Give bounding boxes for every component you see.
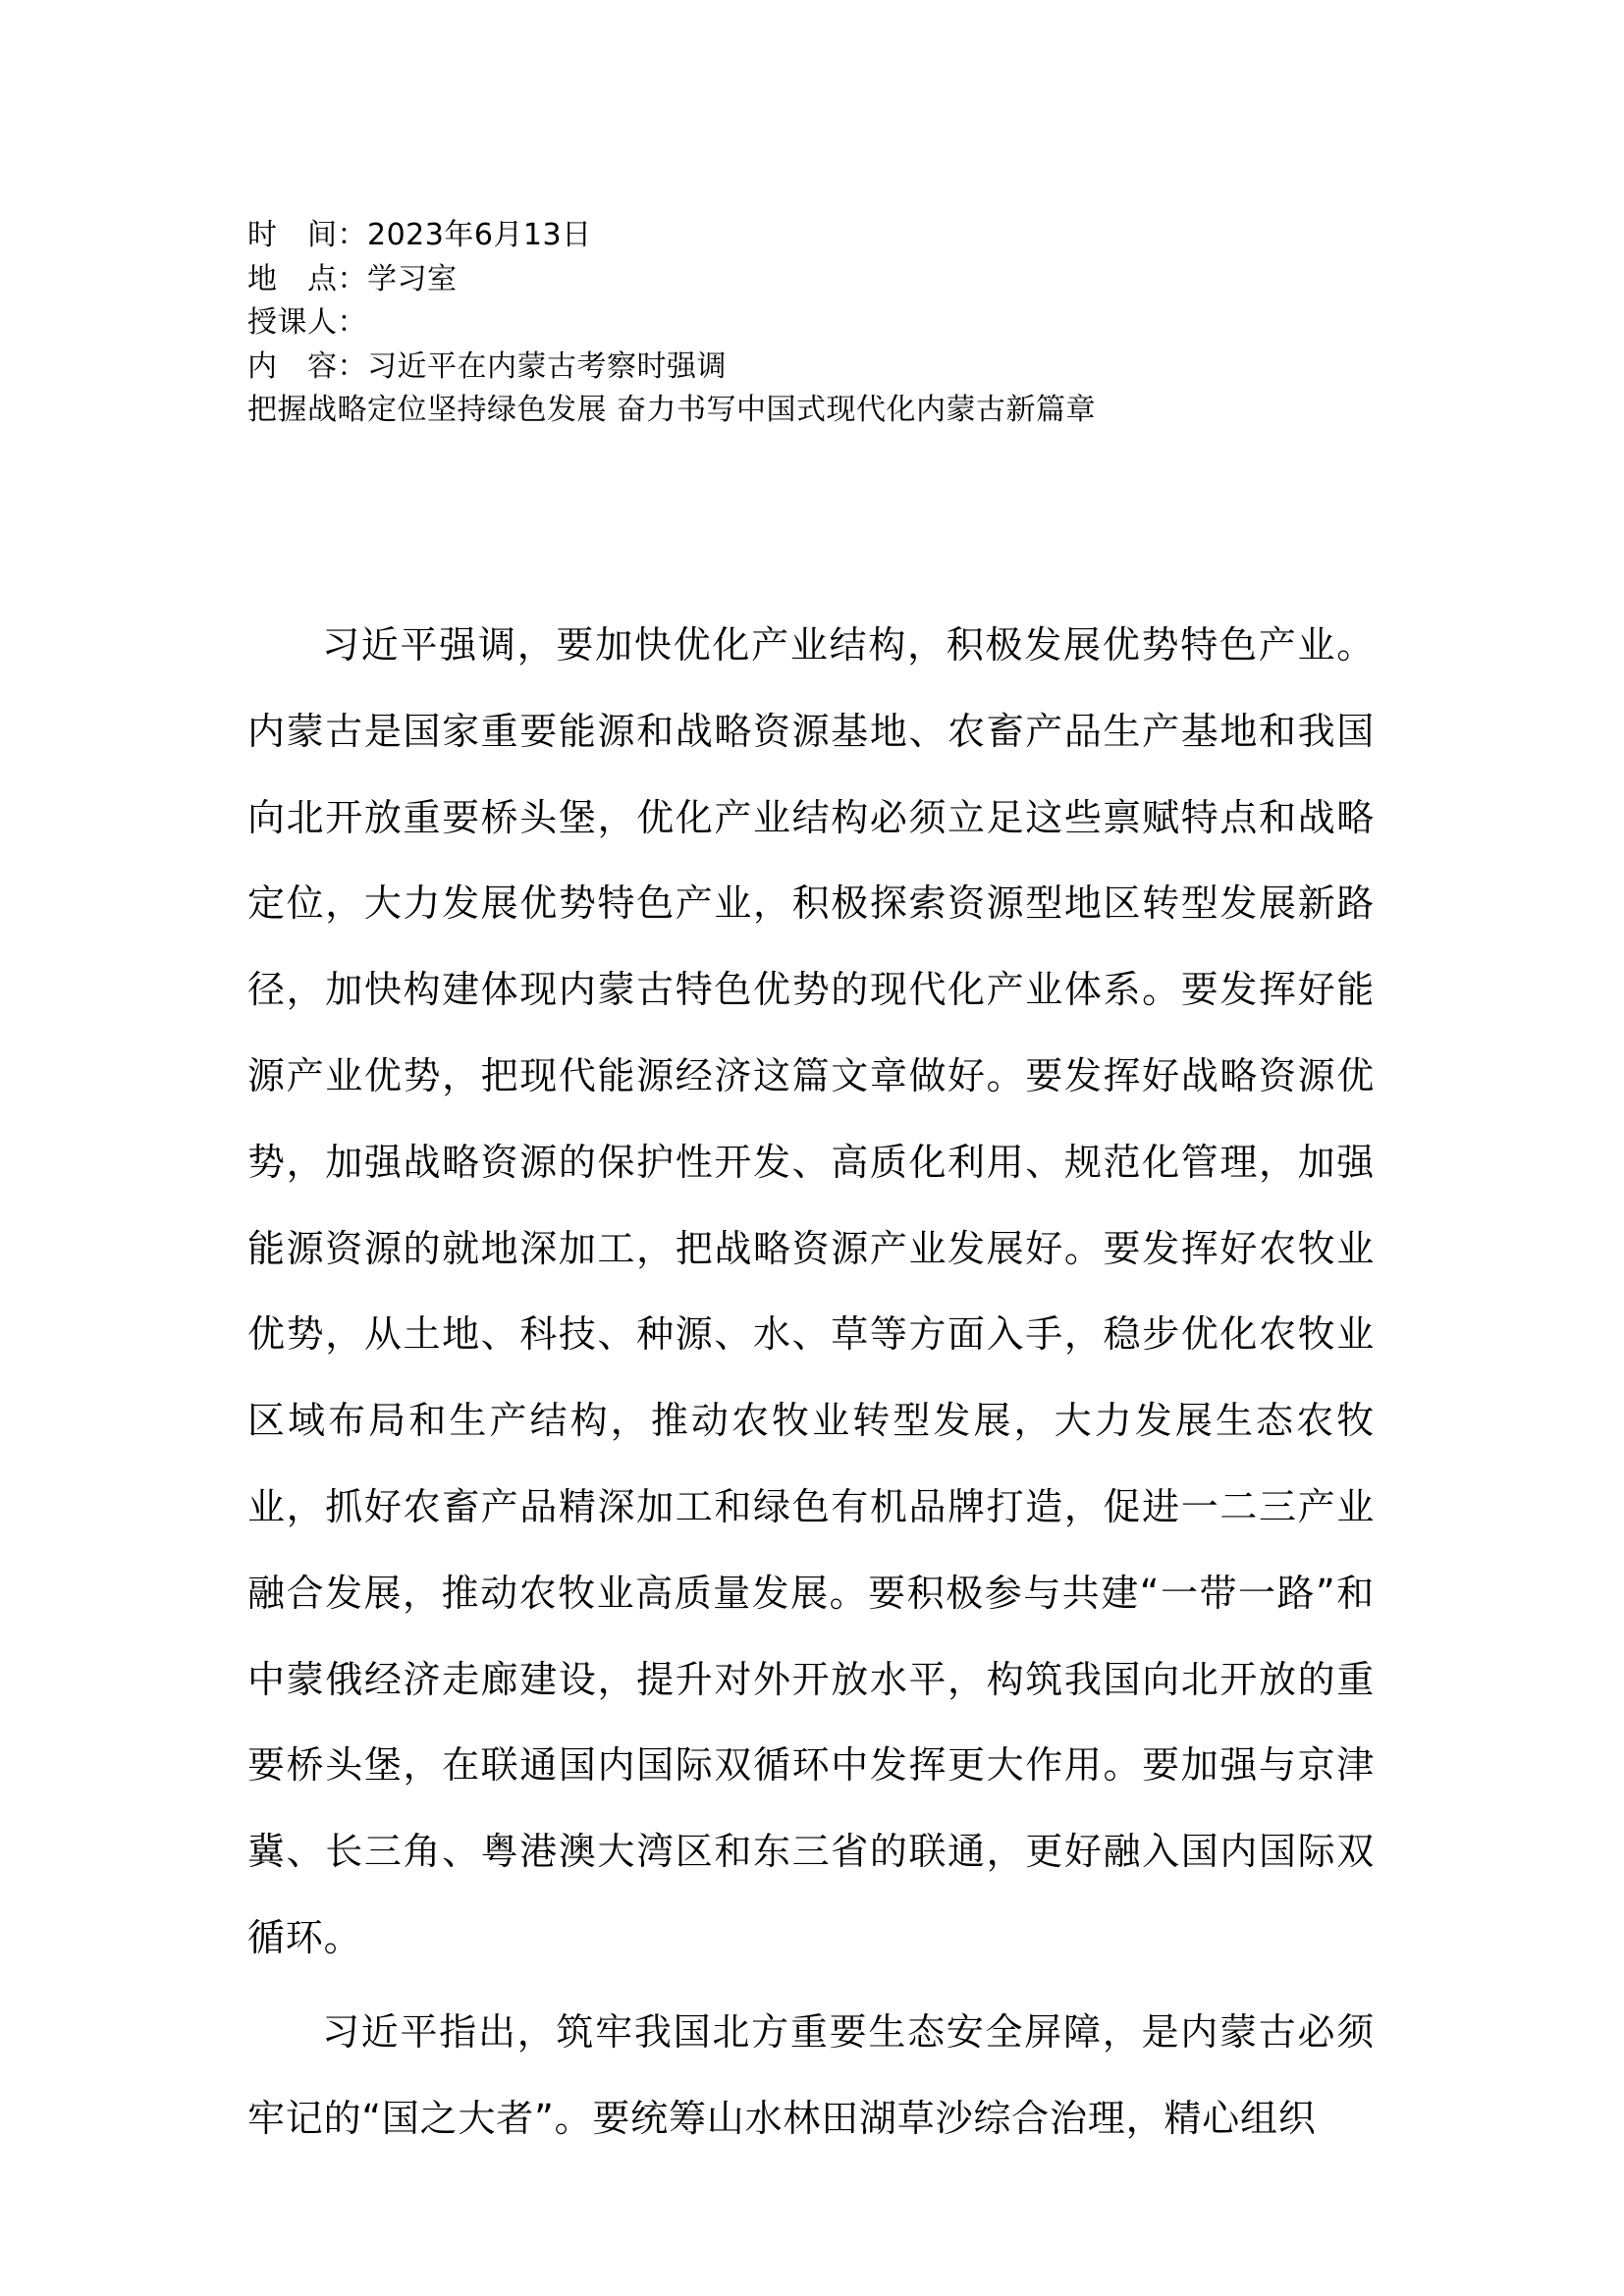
time-line: 时 间：2023年6月13日 xyxy=(247,218,592,252)
document-title: 把握战略定位坚持绿色发展 奋力书写中国式现代化内蒙古新篇章 xyxy=(247,393,1097,427)
meeting-info-header xyxy=(247,214,1377,433)
place-line: 地 点：学习室 xyxy=(247,261,458,296)
document-body xyxy=(247,603,1375,2162)
body-paragraph-1: 习近平强调，要加快优化产业结构，积极发展优势特色产业。内蒙古是国家重要能源和战略资源基地、农畜产品生产基地和我国向北开放重要桥头堡，优化产业结构必须立足这些禀赋特点和战略定位，大力发展优势特色产业，积极探索资源型地区转型发展新路径，加快构建体现内蒙古特色优势的现代化产业体系。要发挥好能源产业优势，把现代能源经济这篇文章做好。要发挥好战略资源优势，加强战略资源的保护性开发、高质化利用、规范化管理，加强能源资源的就地深加工，把战略资源产业发展好。要发挥好农牧业优势，从土地、科技、种源、水、草等方面入手，稳步优化农牧业区域布局和生产结构，推动农牧业转型发展，大力发展生态农牧业，抓好农畜产品精深加工和绿色有机品牌打造，促进一二三产业融合发展，推动农牧业高质量发展。要积极参与共建“一带一路”和中蒙俄经济走廊建设，提升对外开放水平，构筑我国向北开放的重要桥头堡，在联通国内国际双循环中发挥更大作用。要加强与京津冀、长三角、粤港澳大湾区和东三省的联通，更好融入国内国际双循环。 xyxy=(247,623,1375,1959)
body-paragraph-2: 习近平指出，筑牢我国北方重要生态安全屏障，是内蒙古必须牢记的“国之大者”。要统筹山水林田湖草沙综合治理，精心组织 xyxy=(247,2009,1375,2140)
content-line: 内 容：习近平在内蒙古考察时强调 xyxy=(247,348,727,384)
lecturer-line: 授课人： xyxy=(247,305,367,340)
